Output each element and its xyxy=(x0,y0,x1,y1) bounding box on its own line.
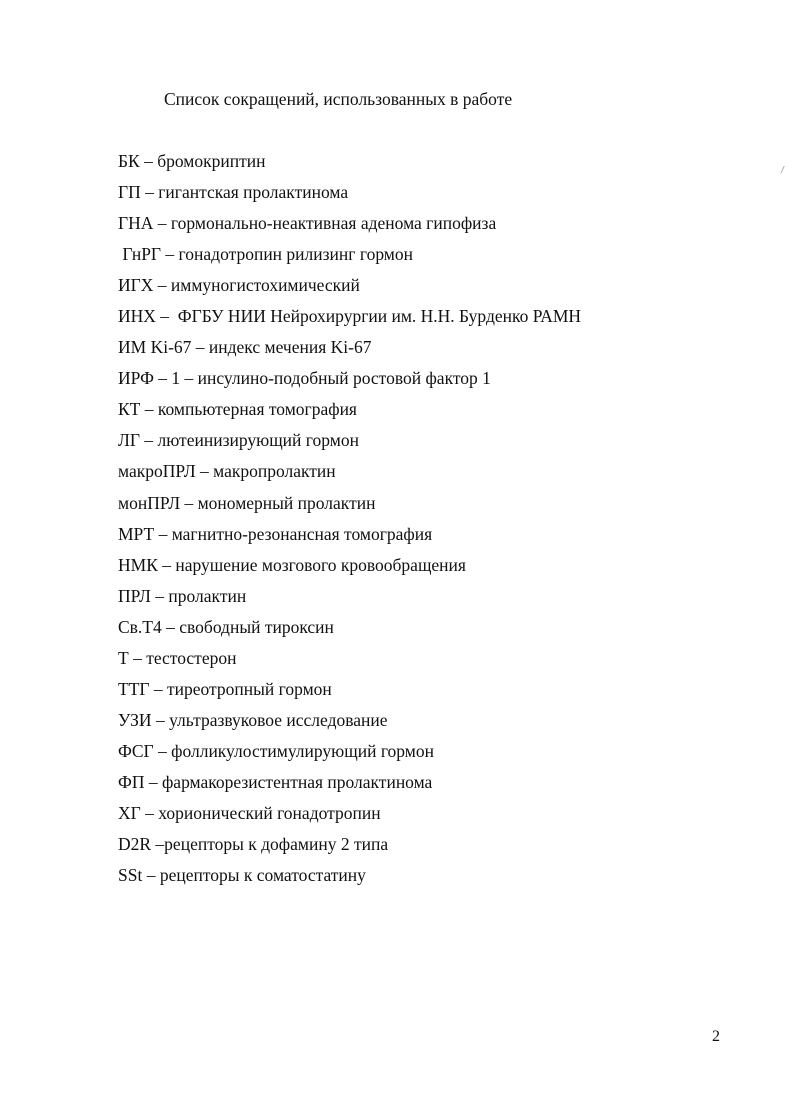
list-item: ИНХ – ФГБУ НИИ Нейрохирургии им. Н.Н. Бурденко РАМН xyxy=(118,306,582,327)
list-item: УЗИ – ультразвуковое исследование xyxy=(118,709,388,730)
abbreviation-list xyxy=(118,150,581,895)
list-item: Т – тестостерон xyxy=(118,647,237,668)
list-item: макроПРЛ – макропролактин xyxy=(118,461,336,482)
page-number: 2 xyxy=(712,1028,720,1045)
list-item: МРТ – магнитно-резонансная томография xyxy=(118,523,433,544)
list-item: БК – бромокриптин xyxy=(118,151,266,171)
list-item: ЛГ – лютеинизирующий гормон xyxy=(118,430,359,451)
page-title: Список сокращений, использованных в работе xyxy=(164,89,513,109)
scan-speck xyxy=(780,166,786,175)
list-item: ГнРГ – гонадотропин рилизинг гормон xyxy=(118,244,413,265)
list-item: ТТГ – тиреотропный гормон xyxy=(118,678,332,699)
list-item: НМК – нарушение мозгового кровообращения xyxy=(118,554,466,575)
list-item: ФП – фармакорезистентная пролактинома xyxy=(118,771,433,792)
list-item: ИГХ – иммуногистохимический xyxy=(118,275,360,296)
list-item: ФСГ – фолликулостимулирующий гормон xyxy=(118,740,434,761)
list-item: ИМ Ki-67 – индекс мечения Ki-67 xyxy=(118,337,372,358)
list-item: монПРЛ – мономерный пролактин xyxy=(118,492,376,513)
list-item: ИРФ – 1 – инсулино-подобный ростовой фактор 1 xyxy=(118,368,491,389)
list-item: ГНА – гормонально-неактивная аденома гипофиза xyxy=(118,213,497,234)
list-item: Св.Т4 – свободный тироксин xyxy=(118,616,334,637)
list-item: ПРЛ – пролактин xyxy=(118,585,247,606)
list-item: ГП – гигантская пролактинома xyxy=(118,182,349,203)
list-item: SSt – рецепторы к соматостатину xyxy=(118,865,366,886)
list-item: КТ – компьютерная томография xyxy=(118,399,357,420)
list-item: D2R –рецепторы к дофамину 2 типа xyxy=(118,834,389,855)
list-item: ХГ – хорионический гонадотропин xyxy=(118,802,381,823)
